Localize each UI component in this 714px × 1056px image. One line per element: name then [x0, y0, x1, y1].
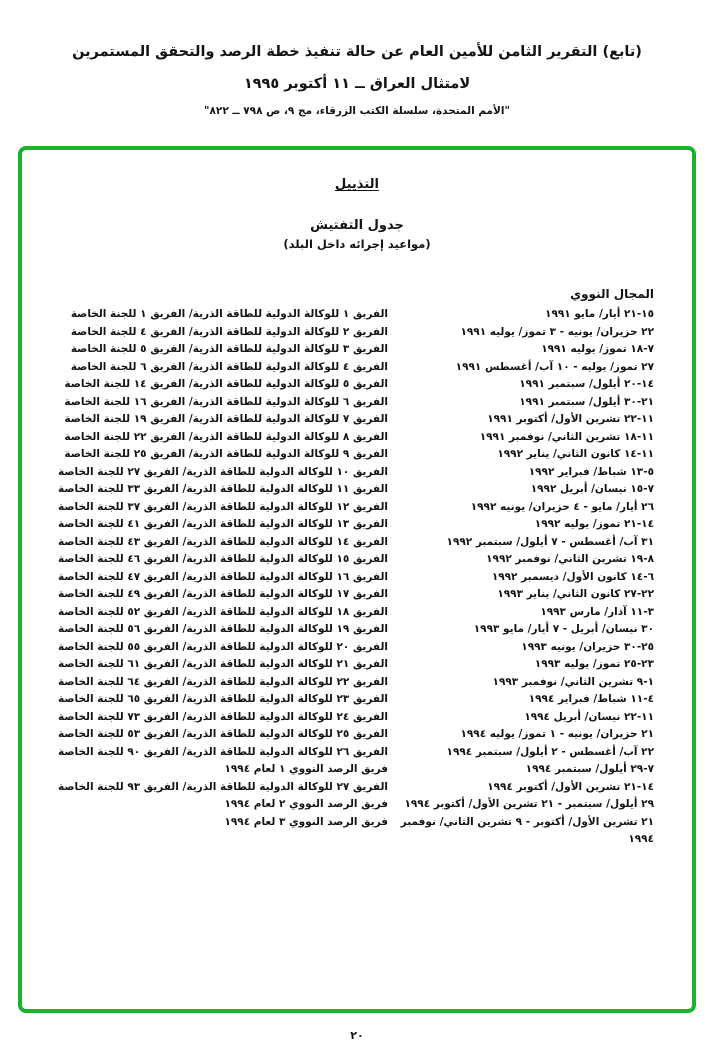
inspection-date-cell: ٧-١٥ نيسان/ أبريل ١٩٩٢	[530, 483, 654, 495]
table-row	[30, 324, 654, 342]
table-row	[30, 604, 654, 622]
table-row	[30, 621, 654, 639]
inspection-date-cell: ٤-١١ شباط/ فبراير ١٩٩٤	[528, 693, 654, 705]
inspection-date-cell: ٧-٢٩ أيلول/ سبتمبر ١٩٩٤	[525, 763, 654, 775]
inspection-team-cell: الفريق ١٤ للوكالة الدولية للطاقة الذرية/ الفريق ٤٣ للجنة الخاصة	[58, 535, 388, 548]
inspection-team-cell: الفريق ٢٥ للوكالة الدولية للطاقة الذرية/ الفريق ٥٣ للجنة الخاصة	[58, 728, 388, 740]
inspection-date-cell: ٢٢-٢٧ كانون الثاني/ يناير ١٩٩٣	[497, 588, 654, 600]
inspection-team-cell: الفريق ١١ للوكالة الدولية للطاقة الذرية/ الفريق ٣٣ للجنة الخاصة	[58, 483, 388, 495]
table-row	[30, 411, 654, 429]
table-row	[30, 516, 654, 534]
inspection-team-cell: الفريق ٢٢ للوكالة الدولية للطاقة الذرية/ الفريق ٦٤ للجنة الخاصة	[58, 675, 388, 688]
inspection-date-cell: ٢٦ أيار/ مايو - ٤ حزيران/ يونيه ١٩٩٢	[470, 500, 654, 513]
table-row	[30, 586, 654, 604]
inspection-date-cell: ١١-٢٢ نيسان/ أبريل ١٩٩٤	[524, 710, 654, 723]
appendix-title-row	[22, 177, 692, 192]
table-row	[30, 376, 654, 394]
inspection-team-cell: الفريق ٤ للوكالة الدولية للطاقة الذرية/ الفريق ٦ للجنة الخاصة	[70, 360, 388, 373]
inspection-team-cell: الفريق ٢٣ للوكالة الدولية للطاقة الذرية/ الفريق ٦٥ للجنة الخاصة	[58, 693, 388, 705]
table-row	[30, 306, 654, 324]
table-row	[30, 359, 654, 377]
inspection-team-cell: الفريق ١٨ للوكالة الدولية للطاقة الذرية/ الفريق ٥٢ للجنة الخاصة	[58, 605, 388, 618]
inspection-team-cell: الفريق ١ للوكالة الدولية للطاقة الذرية/ الفريق ١ للجنة الخاصة	[70, 308, 388, 320]
inspection-date-cell: ٢٥-٣٠ حزيران/ يونيه ١٩٩٣	[521, 640, 654, 653]
table-row	[30, 779, 654, 797]
inspection-team-cell: الفريق ٥ للوكالة الدولية للطاقة الذرية/ الفريق ١٤ للجنة الخاصة	[64, 378, 388, 390]
inspection-team-cell: الفريق ١٩ للوكالة الدولية للطاقة الذرية/ الفريق ٥٦ للجنة الخاصة	[58, 623, 388, 635]
inspection-date-cell: ٢٩ أيلول/ سبتمبر - ٢١ تشرين الأول/ أكتوبر ١٩٩٤	[404, 798, 654, 810]
report-title-line2: لامتثال العراق ــ ١١ أكتوبر ١٩٩٥	[243, 76, 471, 92]
table-row	[30, 814, 654, 849]
inspection-team-cell: الفريق ١٦ للوكالة الدولية للطاقة الذرية/ الفريق ٤٧ للجنة الخاصة	[58, 570, 388, 583]
inspection-team-cell: فريق الرصد النووي ٢ لعام ١٩٩٤	[224, 798, 388, 810]
page-footer	[0, 1024, 714, 1043]
table-row	[30, 534, 654, 552]
table-row	[30, 726, 654, 744]
page-number: ٢٠	[350, 1029, 364, 1042]
table-row	[30, 446, 654, 464]
table-row	[30, 691, 654, 709]
table-row	[30, 569, 654, 587]
inspection-date-cell: ١-٩ تشرين الثاني/ نوفمبر ١٩٩٣	[492, 675, 654, 688]
inspection-table-subtitle: (مواعيد إجرائه داخل البلد)	[283, 237, 431, 251]
inspection-date-cell: ٣-١١ آذار/ مارس ١٩٩٣	[540, 605, 654, 618]
inspection-date-cell: ١٤-٢١ تموز/ يوليه ١٩٩٢	[534, 518, 654, 530]
inspection-date-cell: ٣١ آب/ أغسطس - ٧ أيلول/ سبتمبر ١٩٩٢	[446, 535, 654, 548]
inspection-team-cell: الفريق ١٠ للوكالة الدولية للطاقة الذرية/ الفريق ٢٧ للجنة الخاصة	[58, 465, 388, 478]
inspection-date-cell: ١٤-٢١ تشرين الأول/ أكتوبر ١٩٩٤	[487, 780, 654, 793]
inspection-date-cell: ١١-٢٢ تشرين الأول/ أكتوبر ١٩٩١	[487, 413, 654, 425]
inspection-team-cell: الفريق ٢٤ للوكالة الدولية للطاقة الذرية/ الفريق ٧٣ للجنة الخاصة	[58, 710, 388, 723]
inspection-date-cell: ٦-١٤ كانون الأول/ ديسمبر ١٩٩٢	[491, 570, 654, 583]
inspection-date-cell: ٢١-٣٠ أيلول/ سبتمبر ١٩٩١	[519, 395, 654, 408]
table-row	[30, 761, 654, 779]
inspection-team-cell: الفريق ١٥ للوكالة الدولية للطاقة الذرية/ الفريق ٤٦ للجنة الخاصة	[58, 553, 388, 565]
table-row	[30, 551, 654, 569]
report-source-citation: "الأمم المتحدة، سلسلة الكتب الزرقاء، مج ٩، ص ٧٩٨ ــ ٨٢٢"	[204, 105, 510, 117]
table-row	[30, 481, 654, 499]
table-row	[30, 429, 654, 447]
table-row	[30, 674, 654, 692]
inspection-team-cell: الفريق ٨ للوكالة الدولية للطاقة الذرية/ الفريق ٢٢ للجنة الخاصة	[64, 430, 388, 443]
table-row	[30, 394, 654, 412]
inspection-team-cell: الفريق ٢٧ للوكالة الدولية للطاقة الذرية/ الفريق ٩٣ للجنة الخاصة	[58, 780, 388, 793]
inspection-team-cell: فريق الرصد النووي ٣ لعام ١٩٩٤	[224, 815, 388, 828]
inspection-date-cell: ٢١ تشرين الأول/ أكتوبر - ٩ تشرين الثاني/ نوفمبر ١٩٩٤	[400, 815, 654, 845]
appendix-box	[18, 146, 696, 1013]
inspection-schedule-table	[22, 306, 692, 849]
inspection-date-cell: ٥-١٣ شباط/ فبراير ١٩٩٢	[528, 465, 654, 478]
inspection-date-cell: ٢٧ تموز/ يوليه - ١٠ آب/ أغسطس ١٩٩١	[455, 360, 654, 373]
inspection-date-cell: ١١-١٤ كانون الثاني/ يناير ١٩٩٢	[497, 448, 654, 460]
table-row	[30, 709, 654, 727]
inspection-team-cell: الفريق ٣ للوكالة الدولية للطاقة الذرية/ الفريق ٥ للجنة الخاصة	[70, 343, 388, 355]
inspection-team-cell: الفريق ٩ للوكالة الدولية للطاقة الذرية/ الفريق ٢٥ للجنة الخاصة	[64, 448, 388, 460]
table-row	[30, 341, 654, 359]
inspection-team-cell: فريق الرصد النووي ١ لعام ١٩٩٤	[224, 763, 388, 775]
inspection-team-cell: الفريق ٢٠ للوكالة الدولية للطاقة الذرية/ الفريق ٥٥ للجنة الخاصة	[58, 640, 388, 653]
inspection-date-cell: ٣٠ نيسان/ أبريل - ٧ أيار/ مايو ١٩٩٣	[473, 623, 654, 635]
inspection-date-cell: ١١-١٨ تشرين الثاني/ نوفمبر ١٩٩١	[479, 430, 654, 443]
inspection-date-cell: ٢٢ حزيران/ يونيه - ٣ تموز/ يوليه ١٩٩١	[460, 325, 654, 338]
table-row	[30, 796, 654, 814]
table-row	[30, 639, 654, 657]
table-row	[30, 464, 654, 482]
section-heading-nuclear-field: المجال النووي	[570, 287, 654, 301]
inspection-team-cell: الفريق ١٧ للوكالة الدولية للطاقة الذرية/ الفريق ٤٩ للجنة الخاصة	[58, 588, 388, 600]
table-row	[30, 656, 654, 674]
inspection-team-cell: الفريق ٦ للوكالة الدولية للطاقة الذرية/ الفريق ١٦ للجنة الخاصة	[64, 395, 388, 408]
report-header	[0, 42, 714, 118]
inspection-table-title: جدول التفتيش	[310, 218, 404, 233]
appendix-title: التذييل	[335, 177, 379, 192]
inspection-date-cell: ٨-١٩ تشرين الثاني/ نوفمبر ١٩٩٢	[486, 553, 654, 565]
inspection-date-cell: ١٤-٢٠ أيلول/ سبتمبر ١٩٩١	[519, 378, 654, 390]
inspection-date-cell: ١٥-٢١ أيار/ مايو ١٩٩١	[545, 308, 654, 320]
table-row	[30, 744, 654, 762]
inspection-team-cell: الفريق ٢٦ للوكالة الدولية للطاقة الذرية/ الفريق ٩٠ للجنة الخاصة	[58, 745, 388, 758]
inspection-team-cell: الفريق ٢١ للوكالة الدولية للطاقة الذرية/ الفريق ٦١ للجنة الخاصة	[58, 658, 388, 670]
inspection-date-cell: ٢١ حزيران/ يونيه - ١ تموز/ يوليه ١٩٩٤	[460, 728, 654, 740]
table-row	[30, 499, 654, 517]
inspection-date-cell: ٧-١٨ تموز/ يوليه ١٩٩١	[541, 343, 654, 355]
inspection-date-cell: ٢٣-٢٥ تموز/ يوليه ١٩٩٣	[534, 658, 654, 670]
inspection-team-cell: الفريق ٧ للوكالة الدولية للطاقة الذرية/ الفريق ١٩ للجنة الخاصة	[64, 413, 388, 425]
inspection-team-cell: الفريق ١٢ للوكالة الدولية للطاقة الذرية/ الفريق ٣٧ للجنة الخاصة	[58, 500, 388, 513]
inspection-team-cell: الفريق ٢ للوكالة الدولية للطاقة الذرية/ الفريق ٤ للجنة الخاصة	[70, 325, 388, 338]
inspection-team-cell: الفريق ١٣ للوكالة الدولية للطاقة الذرية/ الفريق ٤١ للجنة الخاصة	[58, 518, 388, 530]
inspection-date-cell: ٢٢ آب/ أغسطس - ٢ أيلول/ سبتمبر ١٩٩٤	[446, 745, 654, 758]
report-title-line1: (تابع) التقرير الثامن للأمين العام عن حالة تنفيذ خطة الرصد والتحقق المستمرين	[72, 44, 642, 60]
